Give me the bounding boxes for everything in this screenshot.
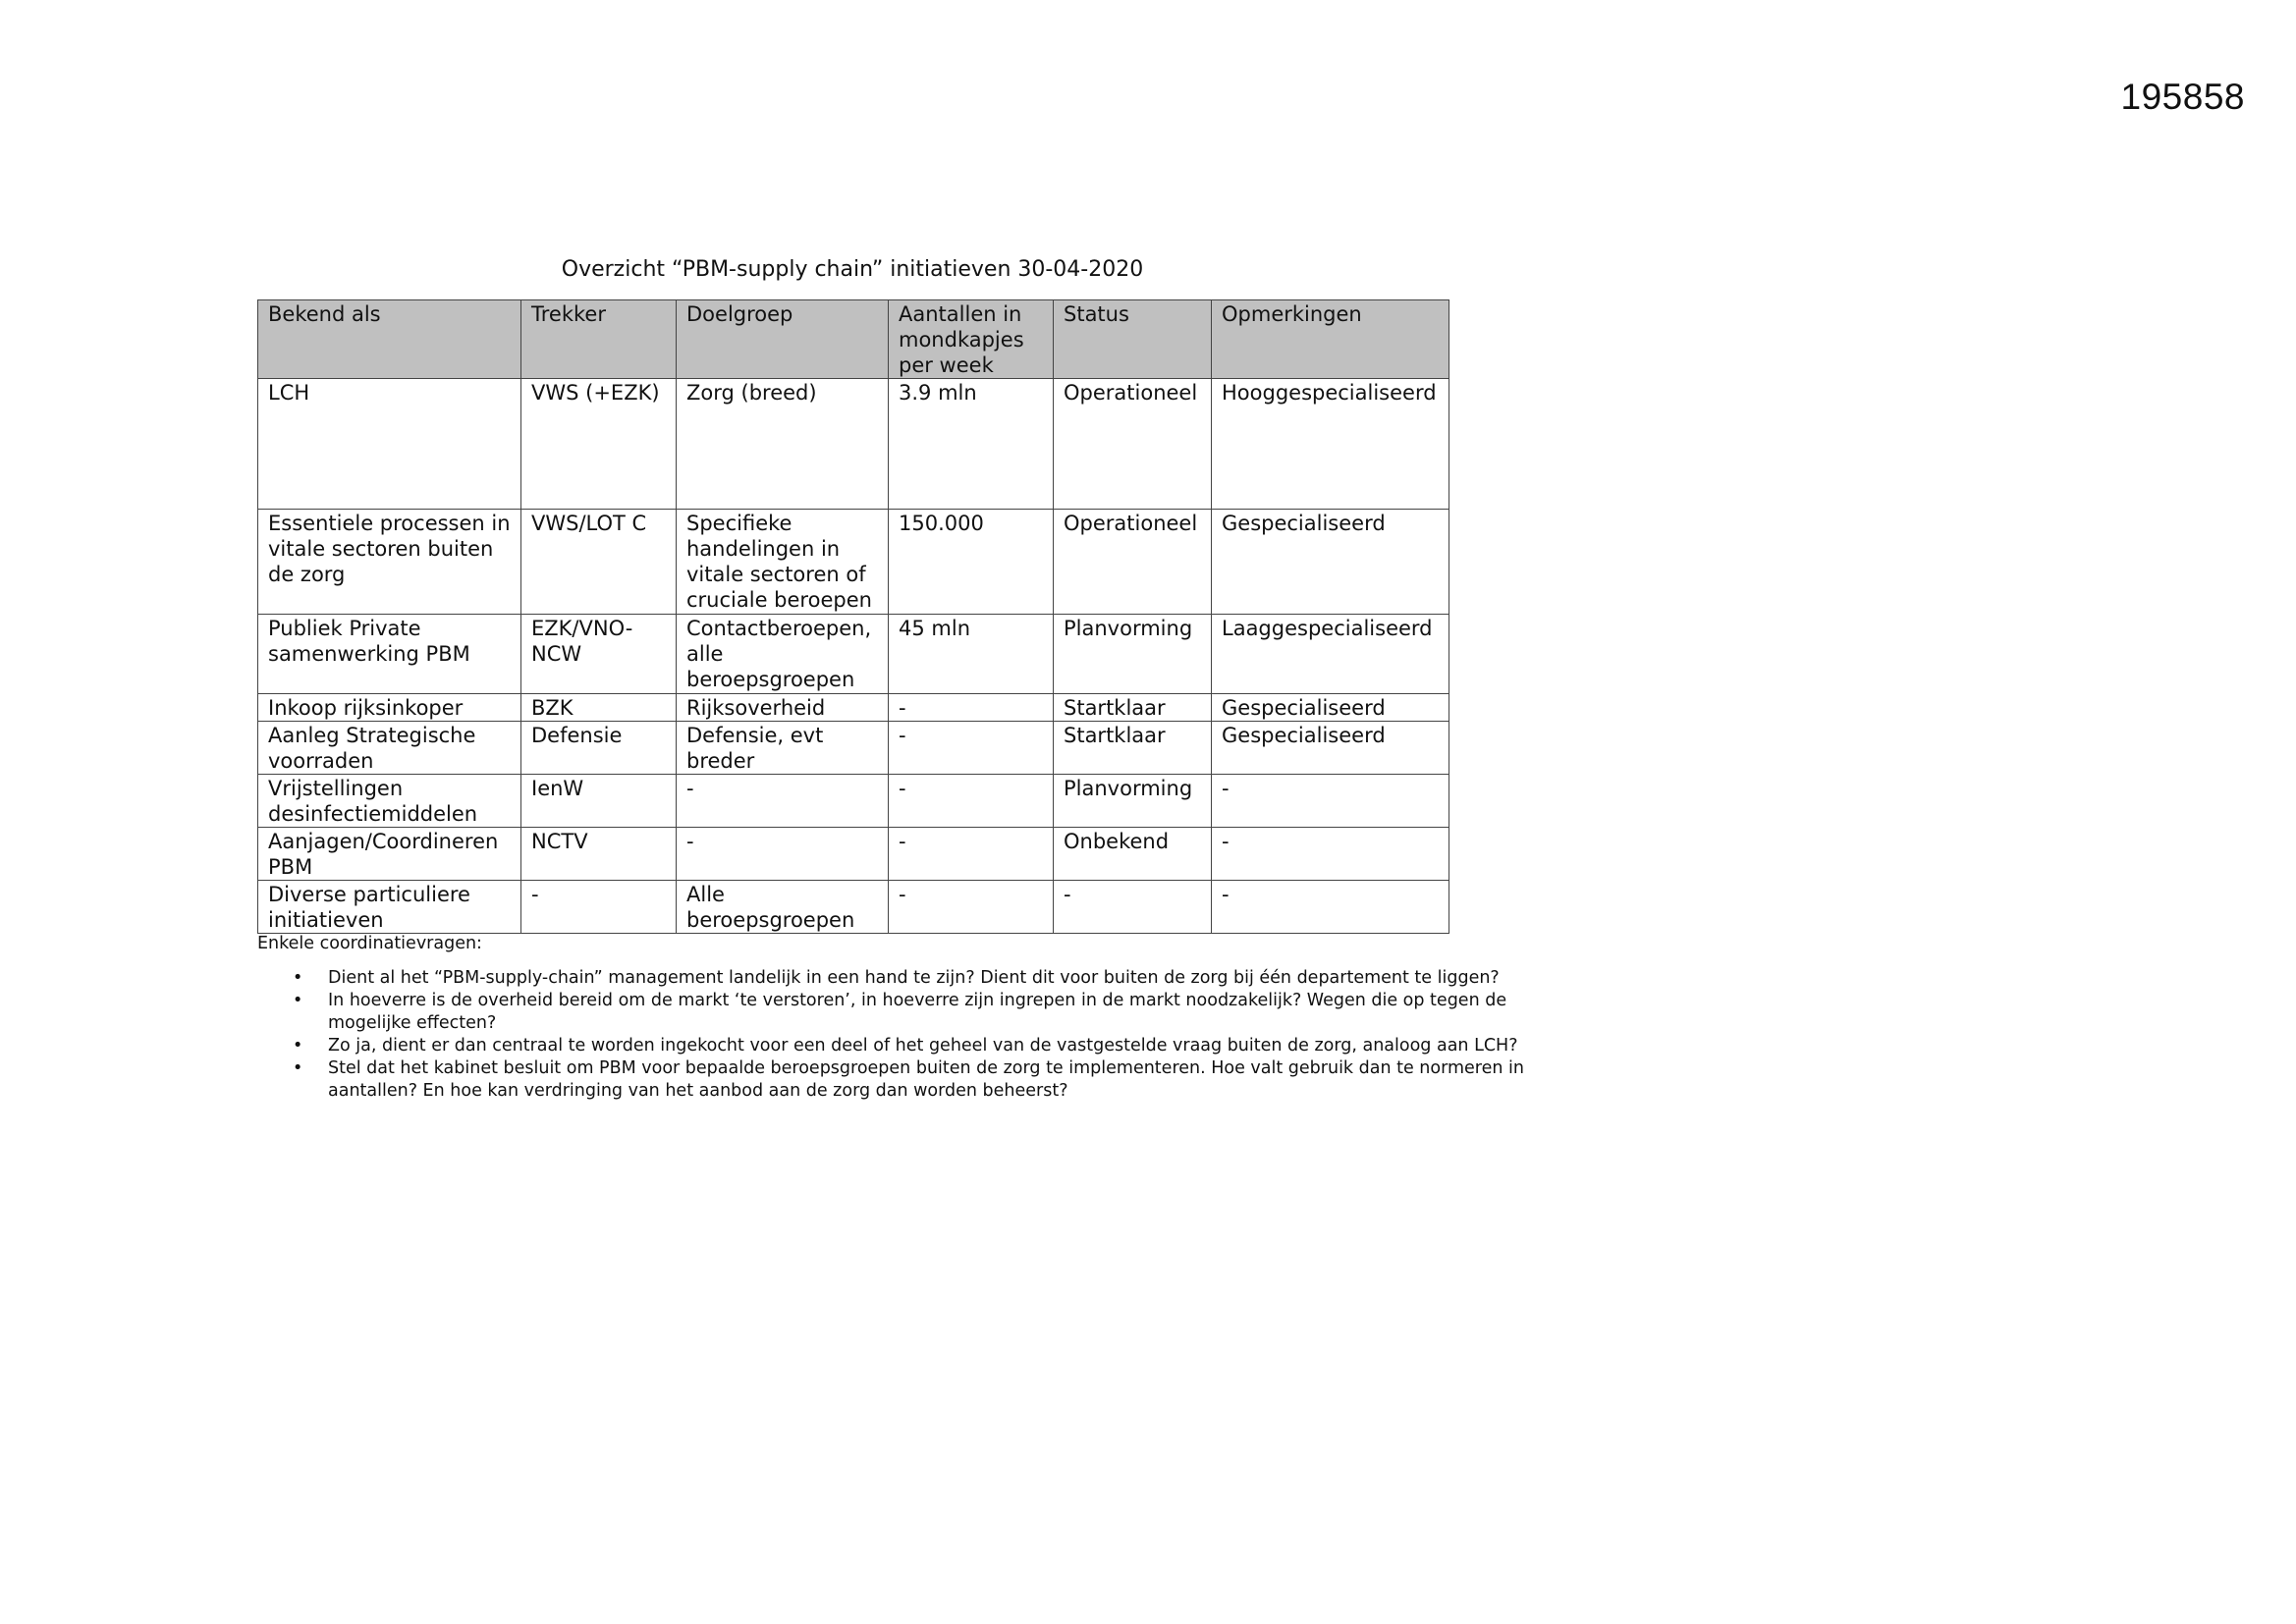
questions-heading: Enkele coordinatievragen:: [257, 934, 482, 953]
cell-doelgroep: Specifieke handelingen in vitale sectoren of cruciale beroepen: [677, 510, 889, 615]
cell-trekker: VWS/LOT C: [521, 510, 677, 615]
header-status: Status: [1054, 300, 1212, 379]
cell-doelgroep: Contactberoepen, alle beroepsgroepen: [677, 615, 889, 694]
cell-bekend-als: Aanjagen/Coordineren PBM: [258, 828, 521, 881]
cell-aantallen: -: [889, 694, 1054, 722]
cell-status: Planvorming: [1054, 615, 1212, 694]
cell-doelgroep: Zorg (breed): [677, 379, 889, 510]
cell-trekker: BZK: [521, 694, 677, 722]
cell-opmerkingen: Gespecialiseerd: [1212, 694, 1449, 722]
cell-doelgroep: Defensie, evt breder: [677, 722, 889, 775]
document-number: 195858: [2120, 77, 2245, 117]
cell-opmerkingen: -: [1212, 775, 1449, 828]
cell-status: Planvorming: [1054, 775, 1212, 828]
cell-bekend-als: Diverse particuliere initiatieven: [258, 881, 521, 934]
table-title: Overzicht “PBM-supply chain” initiatieven 30-04-2020: [561, 257, 1144, 282]
cell-status: Startklaar: [1054, 694, 1212, 722]
question-text: In hoeverre is de overheid bereid om de markt ‘te verstoren’, in hoeverre zijn ingrepen in de markt noodzakelijk? Wegen die op tegen de mogelijke effecten?: [328, 991, 1507, 1033]
cell-opmerkingen: Gespecialiseerd: [1212, 722, 1449, 775]
bullet-icon: •: [293, 968, 303, 988]
bullet-icon: •: [293, 1058, 303, 1078]
questions-list: [257, 967, 1573, 1103]
cell-bekend-als: Aanleg Strategische voorraden: [258, 722, 521, 775]
bullet-icon: •: [293, 1036, 303, 1056]
cell-opmerkingen: -: [1212, 828, 1449, 881]
cell-opmerkingen: Gespecialiseerd: [1212, 510, 1449, 615]
cell-bekend-als: Essentiele processen in vitale sectoren buiten de zorg: [258, 510, 521, 615]
table-row: [258, 379, 1449, 510]
table-row: [258, 828, 1449, 881]
cell-aantallen: 45 mln: [889, 615, 1054, 694]
bullet-icon: •: [293, 991, 303, 1010]
header-opmerkingen: Opmerkingen: [1212, 300, 1449, 379]
table-row: [258, 694, 1449, 722]
table-row: [258, 510, 1449, 615]
cell-aantallen: 150.000: [889, 510, 1054, 615]
cell-trekker: VWS (+EZK): [521, 379, 677, 510]
list-item: [257, 1057, 1573, 1103]
table-row: [258, 881, 1449, 934]
cell-bekend-als: LCH: [258, 379, 521, 510]
coordination-questions: [257, 933, 1573, 1103]
cell-trekker: Defensie: [521, 722, 677, 775]
cell-status: Operationeel: [1054, 379, 1212, 510]
cell-trekker: IenW: [521, 775, 677, 828]
table-row: [258, 722, 1449, 775]
cell-doelgroep: Alle beroepsgroepen: [677, 881, 889, 934]
header-aantallen: Aantallen in mondkapjes per week: [889, 300, 1054, 379]
initiatives-table: [257, 299, 1449, 934]
cell-bekend-als: Inkoop rijksinkoper: [258, 694, 521, 722]
cell-opmerkingen: -: [1212, 881, 1449, 934]
question-text: Dient al het “PBM-supply-chain” management landelijk in een hand te zijn? Dient dit voor buiten de zorg bij één departement te liggen?: [328, 968, 1500, 988]
cell-doelgroep: -: [677, 775, 889, 828]
cell-opmerkingen: Hooggespecialiseerd: [1212, 379, 1449, 510]
cell-aantallen: -: [889, 881, 1054, 934]
header-doelgroep: Doelgroep: [677, 300, 889, 379]
header-trekker: Trekker: [521, 300, 677, 379]
cell-doelgroep: -: [677, 828, 889, 881]
cell-bekend-als: Publiek Private samenwerking PBM: [258, 615, 521, 694]
cell-status: -: [1054, 881, 1212, 934]
cell-aantallen: -: [889, 775, 1054, 828]
cell-trekker: EZK/VNO-NCW: [521, 615, 677, 694]
cell-aantallen: -: [889, 828, 1054, 881]
question-text: Stel dat het kabinet besluit om PBM voor bepaalde beroepsgroepen buiten de zorg te implementeren. Hoe valt gebruik dan te normeren in aantallen? En hoe kan verdringing van het aanbod aan de zorg dan worden beheerst?: [328, 1058, 1524, 1101]
cell-trekker: NCTV: [521, 828, 677, 881]
cell-trekker: -: [521, 881, 677, 934]
cell-status: Startklaar: [1054, 722, 1212, 775]
list-item: [257, 967, 1573, 990]
list-item: [257, 990, 1573, 1035]
table-row: [258, 615, 1449, 694]
cell-aantallen: -: [889, 722, 1054, 775]
cell-status: Onbekend: [1054, 828, 1212, 881]
cell-doelgroep: Rijksoverheid: [677, 694, 889, 722]
list-item: [257, 1035, 1573, 1057]
header-bekend-als: Bekend als: [258, 300, 521, 379]
table-row: [258, 775, 1449, 828]
question-text: Zo ja, dient er dan centraal te worden ingekocht voor een deel of het geheel van de vastgestelde vraag buiten de zorg, analoog aan LCH?: [328, 1036, 1518, 1056]
cell-aantallen: 3.9 mln: [889, 379, 1054, 510]
cell-opmerkingen: Laaggespecialiseerd: [1212, 615, 1449, 694]
table-header-row: [258, 300, 1449, 379]
cell-status: Operationeel: [1054, 510, 1212, 615]
cell-bekend-als: Vrijstellingen desinfectiemiddelen: [258, 775, 521, 828]
